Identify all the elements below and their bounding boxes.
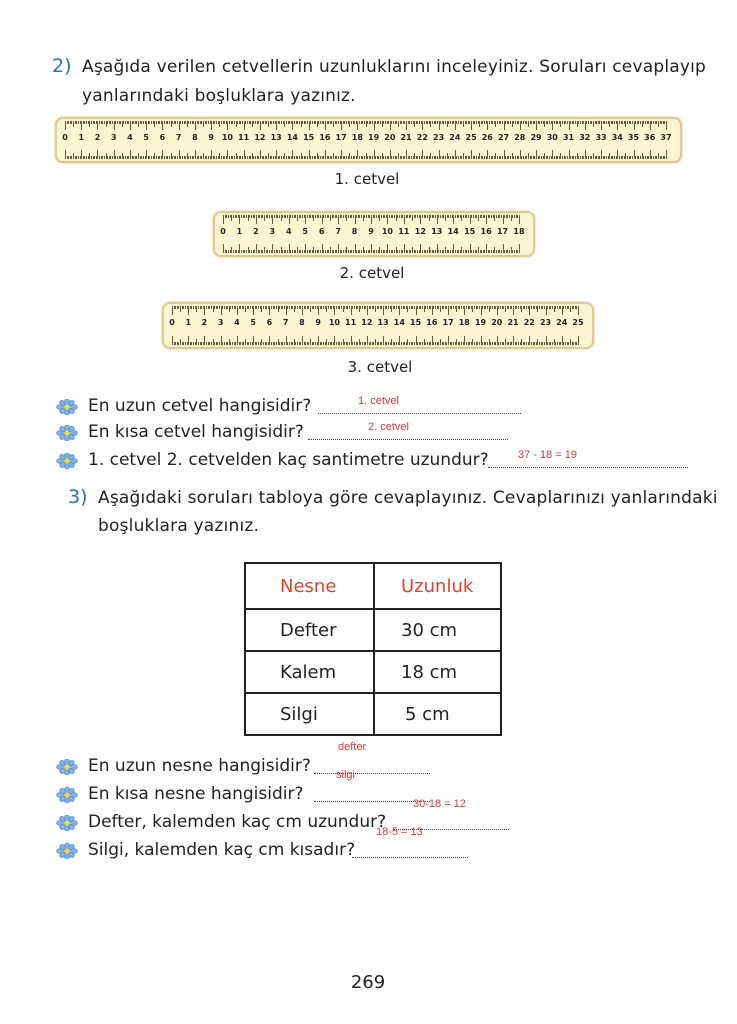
ruler-number: 10	[381, 227, 394, 236]
ruler-number: 4	[285, 227, 292, 236]
ruler-number: 27	[497, 133, 510, 142]
ruler-number: 18	[458, 318, 470, 327]
ruler-number: 2	[201, 318, 208, 327]
ruler-1-label: 1. cetvel	[334, 170, 400, 188]
cell-length: 30 cm	[374, 609, 501, 651]
page-number: 269	[350, 972, 386, 993]
handwritten-answer: 1. cetvel	[358, 395, 399, 407]
table-row	[245, 609, 501, 651]
ruler-number: 3	[110, 133, 117, 142]
flower-bullet-icon	[56, 843, 78, 859]
cell-object: Kalem	[245, 651, 374, 693]
question-text: Defter, kalemden kaç cm uzundur?	[88, 812, 387, 832]
ruler-number: 11	[398, 227, 410, 236]
ruler-2	[213, 211, 535, 257]
ruler-number: 30	[546, 133, 558, 142]
table-row	[245, 693, 501, 735]
ruler-number: 0	[220, 227, 226, 236]
ruler-number: 35	[627, 133, 640, 142]
ruler-number: 8	[351, 227, 358, 236]
ruler-number: 21	[507, 318, 519, 327]
header-length: Uzunluk	[374, 563, 501, 609]
ruler-number: 1	[185, 318, 192, 327]
flower-bullet-icon	[56, 425, 78, 441]
ruler-number: 1	[78, 133, 85, 142]
ruler-number: 19	[368, 133, 380, 142]
ruler-number: 23	[433, 133, 445, 142]
ruler-number: 9	[208, 133, 214, 142]
ruler-tick	[666, 121, 667, 130]
ruler-number: 31	[562, 133, 575, 142]
ruler-number: 20	[491, 318, 503, 327]
ruler-number: 25	[572, 318, 584, 327]
ruler-number: 4	[234, 318, 240, 327]
question-text: Silgi, kalemden kaç cm kısadır?	[88, 840, 356, 860]
ruler-number: 12	[254, 133, 266, 142]
answer-blank[interactable]	[352, 857, 468, 858]
ruler-number: 1	[236, 227, 243, 236]
ruler-number: 16	[480, 227, 492, 236]
cell-object: Silgi	[245, 693, 374, 735]
ruler-number: 14	[447, 227, 459, 236]
handwritten-answer: 30-18 = 12	[413, 798, 466, 810]
ruler-number: 10	[221, 133, 233, 142]
ruler-number: 13	[431, 227, 443, 236]
ruler-number: 9	[368, 227, 374, 236]
ruler-number: 17	[442, 318, 454, 327]
ruler-number: 16	[426, 318, 438, 327]
ruler-number: 2	[94, 133, 101, 142]
ruler-number: 29	[530, 133, 542, 142]
section-3-instruction-line1: Aşağıdaki soruları tabloya göre cevaplayınız. Cevaplarınızı yanlarındaki	[98, 488, 718, 508]
ruler-number: 25	[465, 133, 477, 142]
ruler-tick	[519, 244, 520, 253]
ruler-number: 0	[169, 318, 175, 327]
ruler-number: 6	[159, 133, 166, 142]
ruler-number: 16	[319, 133, 331, 142]
ruler-tick	[578, 306, 579, 315]
table-row	[245, 651, 501, 693]
ruler-number: 5	[143, 133, 149, 142]
question-text: En kısa nesne hangisidir?	[88, 784, 304, 804]
ruler-number: 7	[175, 133, 182, 142]
ruler-number: 3	[269, 227, 276, 236]
ruler-number: 33	[595, 133, 607, 142]
ruler-number: 26	[481, 133, 493, 142]
ruler-number: 0	[62, 133, 68, 142]
ruler-number: 13	[270, 133, 282, 142]
question-text: En kısa cetvel hangisidir?	[88, 422, 304, 442]
ruler-number: 37	[660, 133, 672, 142]
ruler-number: 18	[513, 227, 525, 236]
handwritten-answer: 2. cetvel	[368, 421, 409, 433]
ruler-number: 11	[238, 133, 250, 142]
ruler-3	[162, 302, 594, 349]
cell-object: Defter	[245, 609, 374, 651]
ruler-number: 22	[416, 133, 428, 142]
ruler-number: 7	[335, 227, 341, 236]
ruler-number: 5	[302, 227, 309, 236]
header-object: Nesne	[245, 563, 374, 609]
handwritten-answer: 18-5 = 13	[376, 826, 423, 838]
ruler-tick	[578, 336, 579, 345]
ruler-number: 7	[282, 318, 289, 327]
ruler-number: 8	[299, 318, 305, 327]
ruler-2-label: 2. cetvel	[339, 264, 405, 282]
ruler-number: 9	[315, 318, 321, 327]
answer-blank[interactable]	[308, 439, 508, 440]
question-text: En uzun nesne hangisidir?	[88, 756, 311, 776]
answer-blank[interactable]	[314, 773, 430, 774]
ruler-number: 19	[474, 318, 487, 327]
ruler-number: 2	[253, 227, 259, 236]
table-header-row	[245, 563, 501, 609]
ruler-number: 15	[303, 133, 315, 142]
question-text: En uzun cetvel hangisidir?	[88, 396, 312, 416]
ruler-number: 36	[644, 133, 656, 142]
ruler-number: 17	[496, 227, 509, 236]
ruler-number: 8	[192, 133, 198, 142]
ruler-number: 22	[523, 318, 535, 327]
flower-bullet-icon	[56, 787, 78, 803]
cell-length: 5 cm	[374, 693, 501, 735]
flower-bullet-icon	[56, 815, 78, 831]
flower-bullet-icon	[56, 399, 78, 415]
ruler-number: 24	[449, 133, 461, 142]
ruler-number: 21	[400, 133, 412, 142]
ruler-number: 14	[286, 133, 298, 142]
ruler-number: 34	[611, 133, 623, 142]
handwritten-answer: 37 - 18 = 19	[518, 449, 578, 461]
ruler-number: 24	[556, 318, 568, 327]
answer-blank[interactable]	[318, 413, 521, 414]
ruler-tick	[519, 215, 520, 224]
section-3-instruction-line2: boşluklara yazınız.	[98, 516, 260, 536]
handwritten-answer: silgi	[336, 769, 355, 781]
ruler-number: 18	[351, 133, 363, 142]
ruler-number: 17	[335, 133, 347, 142]
handwritten-answer: defter	[338, 741, 367, 753]
ruler-3-label: 3. cetvel	[347, 358, 413, 376]
section-2-instruction-line2: yanlarındaki boşluklara yazınız.	[82, 86, 356, 106]
ruler-number: 13	[377, 318, 389, 327]
ruler-number: 12	[361, 318, 373, 327]
ruler-number: 12	[414, 227, 426, 236]
flower-bullet-icon	[56, 759, 78, 775]
ruler-number: 15	[410, 318, 422, 327]
section-2-number: 2)	[52, 55, 72, 77]
length-table	[244, 562, 502, 736]
ruler-number: 23	[539, 318, 552, 327]
ruler-number: 20	[384, 133, 396, 142]
ruler-number: 11	[345, 318, 357, 327]
ruler-number: 15	[464, 227, 476, 236]
ruler-number: 28	[514, 133, 526, 142]
answer-blank[interactable]	[488, 467, 688, 468]
ruler-number: 5	[250, 318, 256, 327]
ruler-number: 3	[217, 318, 224, 327]
flower-bullet-icon	[56, 453, 78, 469]
ruler-number: 4	[127, 133, 133, 142]
ruler-number: 32	[579, 133, 591, 142]
ruler-number: 6	[318, 227, 325, 236]
ruler-1	[55, 117, 682, 163]
section-3-number: 3)	[68, 486, 88, 508]
cell-length: 18 cm	[374, 651, 501, 693]
ruler-number: 6	[266, 318, 273, 327]
ruler-number: 10	[328, 318, 340, 327]
section-2-instruction-line1: Aşağıda verilen cetvellerin uzunluklarını inceleyiniz. Soruları cevaplayıp	[82, 57, 707, 77]
question-text: 1. cetvel 2. cetvelden kaç santimetre uzundur?	[88, 450, 489, 470]
ruler-number: 14	[393, 318, 405, 327]
ruler-tick	[666, 150, 667, 159]
